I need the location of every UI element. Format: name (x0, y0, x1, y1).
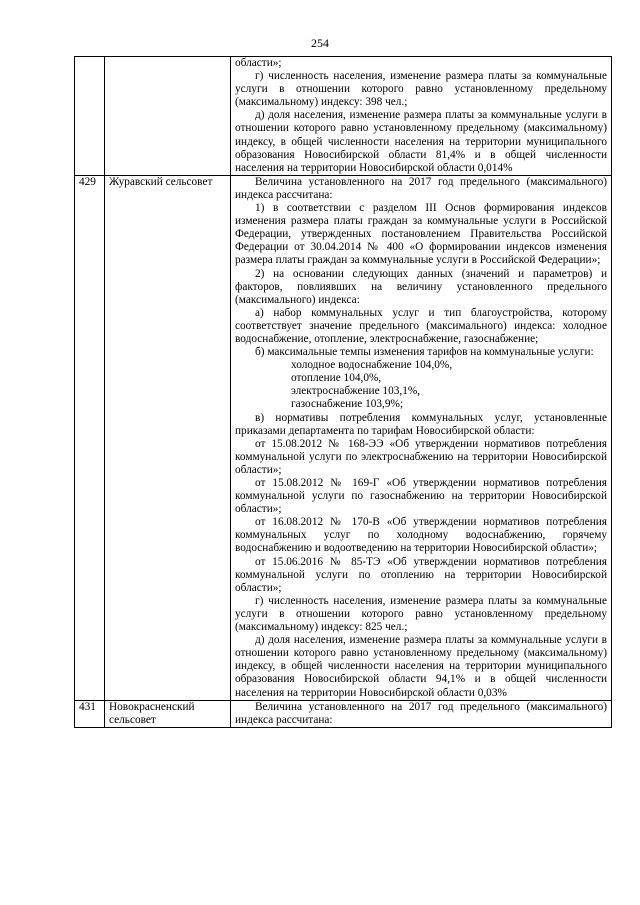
paragraph: 1) в соответствии с разделом III Основ формирования индексов изменения размера платы граждан за коммунальные услуги в Российской Федерации, утвержденных постановлением Правительства Российской Федерации от 30.04.2014 № 400 «О формировании индексов изменения размера платы граждан за коммунальные услуги в Российской Федерации»; (235, 202, 607, 267)
tariff-item: отопление 104,0%, (291, 372, 382, 385)
municipality-name: Журавский сельсовет (105, 175, 231, 700)
paragraph: от 15.08.2012 № 169-Г «Об утверждении нормативов потребления коммунальной услуги по газоснабжению на территории Новосибирской области»; (235, 477, 607, 516)
row-description (231, 57, 612, 176)
page-number: 254 (311, 36, 329, 50)
paragraph: д) доля населения, изменение размера платы за коммунальные услуги в отношении которого равно установленному предельному (максимальному) индексу, в общей численности населения на территории муниципального образования Новосибирской области 94,1% и в общей численности населения на территории Новосибирской области 0,03% (235, 634, 607, 699)
municipality-name (105, 57, 231, 176)
table-row (75, 700, 612, 727)
tariff-item: холодное водоснабжение 104,0%, (291, 359, 453, 372)
paragraph: в) нормативы потребления коммунальных услуг, установленные приказами департамента по тарифам Новосибирской области: (235, 411, 607, 437)
paragraph: г) численность населения, изменение размера платы за коммунальные услуги в отношении которого равно установленному предельному (максимальному) индексу: 825 чел.; (235, 594, 607, 634)
row-description (231, 175, 612, 700)
paragraph: области»; (235, 57, 282, 69)
tariff-item: газоснабжение 103,9%; (291, 398, 404, 411)
row-number (75, 57, 105, 176)
paragraph: от 15.06.2016 № 85-ТЭ «Об утверждении нормативов потребления коммунальной услуги по отоплению на территории Новосибирской области»; (235, 555, 607, 594)
paragraph: б) максимальные темпы изменения тарифов на коммунальные услуги: (255, 346, 594, 359)
table-row (75, 175, 612, 700)
paragraph: д) доля населения, изменение размера платы за коммунальные услуги в отношении которого равно установленному предельному (максимальному) индексу, в общей численности населения на территории муниципального образования Новосибирской области 81,4% и в общей численности населения на территории Новосибирской области 0,014% (235, 109, 607, 174)
table-row (75, 57, 612, 176)
row-number: 431 (75, 700, 105, 727)
paragraph: г) численность населения, изменение размера платы за коммунальные услуги в отношении которого равно установленному предельному (максимальному) индексу: 398 чел.; (235, 70, 607, 109)
row-description (231, 700, 612, 727)
paragraph: а) набор коммунальных услуг и тип благоустройства, которому соответствует значение предельного (максимального) индекса: холодное водоснабжение, отопление, электроснабжение, газоснабжение; (235, 306, 607, 345)
paragraph: от 16.08.2012 № 170-В «Об утверждении нормативов потребления коммунальных услуг по холодному водоснабжению, горячему водоснабжению и водоотведению на территории Новосибирской области»; (235, 516, 607, 555)
index-table (74, 56, 612, 728)
paragraph: Величина установленного на 2017 год предельного (максимального) индекса рассчитана: (235, 700, 607, 726)
paragraph: 2) на основании следующих данных (значений и параметров) и факторов, повлиявших на величину установленного предельного (максимального) индекса: (235, 267, 607, 306)
tariff-item: электроснабжение 103,1%, (291, 385, 421, 398)
paragraph: Величина установленного на 2017 год предельного (максимального) индекса рассчитана: (235, 175, 607, 201)
row-number: 429 (75, 175, 105, 700)
municipality-name: Новокрасненский сельсовет (105, 700, 231, 727)
paragraph: от 15.08.2012 № 168-ЭЭ «Об утверждении нормативов потребления коммунальной услуги по электроснабжению на территории Новосибирской области»; (235, 437, 607, 476)
